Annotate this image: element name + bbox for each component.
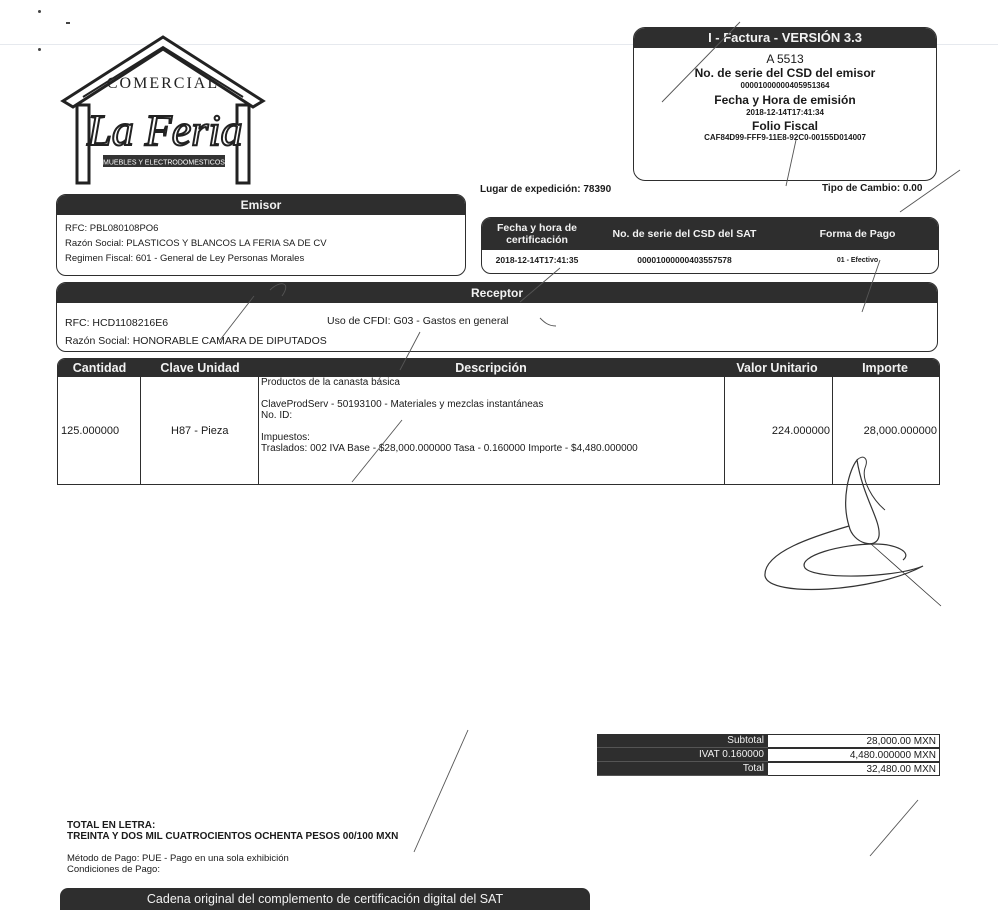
- csd-emisor-value: 00001000000405951364: [740, 81, 830, 90]
- receptor-uso-cfdi: Uso de CFDI: G03 - Gastos en general: [327, 315, 509, 327]
- factura-title: I - Factura - VERSIÓN 3.3: [634, 28, 936, 48]
- cadena-original-header: Cadena original del complemento de certificación digital del SAT: [60, 888, 590, 910]
- emisor-razon: Razón Social: PLASTICOS Y BLANCOS LA FERIA SA DE CV: [65, 238, 327, 249]
- tipo-cambio: Tipo de Cambio: 0.00: [822, 183, 923, 194]
- logo-top-text: COMERCIAL: [106, 75, 220, 92]
- factura-folio: A 5513: [766, 52, 804, 66]
- total-letra-label: TOTAL EN LETRA:: [67, 820, 156, 831]
- col-importe: Importe: [862, 361, 908, 375]
- receptor-title: Receptor: [57, 283, 937, 303]
- csd-emisor-label: No. de serie del CSD del emisor: [694, 66, 876, 80]
- desc-line-2: ClaveProdServ - 50193100 - Materiales y mezclas instantáneas: [261, 399, 544, 410]
- receptor-rfc: RFC: HCD1108216E6: [65, 317, 169, 329]
- logo-name: La Feria: [87, 106, 243, 155]
- subtotal-value: 28,000.00 MXN: [768, 734, 940, 748]
- logo-ribbon-text: MUEBLES Y ELECTRODOMESTICOS: [103, 159, 225, 167]
- col-clave-unidad: Clave Unidad: [160, 361, 240, 375]
- total-value: 32,480.00 MXN: [768, 762, 940, 776]
- cell-valor-unitario: 224.000000: [771, 425, 830, 437]
- iva-value: 4,480.000000 MXN: [768, 748, 940, 762]
- cert-csd-value: 00001000000403557578: [637, 255, 732, 265]
- emisor-title: Emisor: [57, 195, 465, 215]
- col-valor-unitario: Valor Unitario: [736, 361, 818, 375]
- desc-line-5: Traslados: 002 IVA Base - $28,000.000000 Tasa - 0.160000 Importe - $4,480.000000: [261, 443, 638, 454]
- cert-csd-header: No. de serie del CSD del SAT: [612, 228, 757, 240]
- cert-forma-pago-value: 01 - Efectivo: [836, 256, 879, 264]
- condiciones-pago: Condiciones de Pago:: [67, 864, 160, 875]
- desc-line-3: No. ID:: [261, 410, 293, 421]
- iva-label: IVAT 0.160000: [597, 748, 768, 762]
- totals-box: [597, 734, 940, 776]
- lugar-expedicion: Lugar de expedición: 78390: [480, 184, 612, 195]
- folio-fiscal-value: CAF84D99-FFF9-11E8-92C0-00155D014007: [704, 133, 866, 142]
- subtotal-label: Subtotal: [597, 734, 768, 748]
- receptor-razon: Razón Social: HONORABLE CAMARA DE DIPUTADOS: [65, 335, 327, 347]
- cell-cantidad: 125.000000: [61, 425, 120, 437]
- total-letra-value: TREINTA Y DOS MIL CUATROCIENTOS OCHENTA PESOS 00/100 MXN: [67, 831, 399, 842]
- emisor-rfc: RFC: PBL080108PO6: [65, 223, 159, 234]
- total-label: Total: [597, 762, 768, 776]
- col-descripcion: Descripción: [455, 361, 527, 375]
- cell-clave-unidad: H87 - Pieza: [171, 425, 229, 437]
- cert-fecha-header: Fecha y hora de certificación: [497, 222, 577, 246]
- fecha-emision-label: Fecha y Hora de emisión: [714, 93, 856, 107]
- desc-line-4: Impuestos:: [261, 432, 310, 443]
- folio-fiscal-label: Folio Fiscal: [751, 119, 818, 133]
- emisor-regimen: Regimen Fiscal: 601 - General de Ley Personas Morales: [65, 253, 305, 264]
- cell-importe: 28,000.000000: [863, 425, 937, 437]
- desc-line-1: Productos de la canasta básica: [261, 377, 400, 388]
- cert-forma-pago-header: Forma de Pago: [819, 228, 896, 240]
- col-cantidad: Cantidad: [72, 361, 127, 375]
- cert-fecha-value: 2018-12-14T17:41:35: [495, 255, 579, 265]
- fecha-emision-value: 2018-12-14T17:41:34: [746, 108, 824, 117]
- metodo-pago: Método de Pago: PUE - Pago en una sola exhibición: [67, 853, 289, 864]
